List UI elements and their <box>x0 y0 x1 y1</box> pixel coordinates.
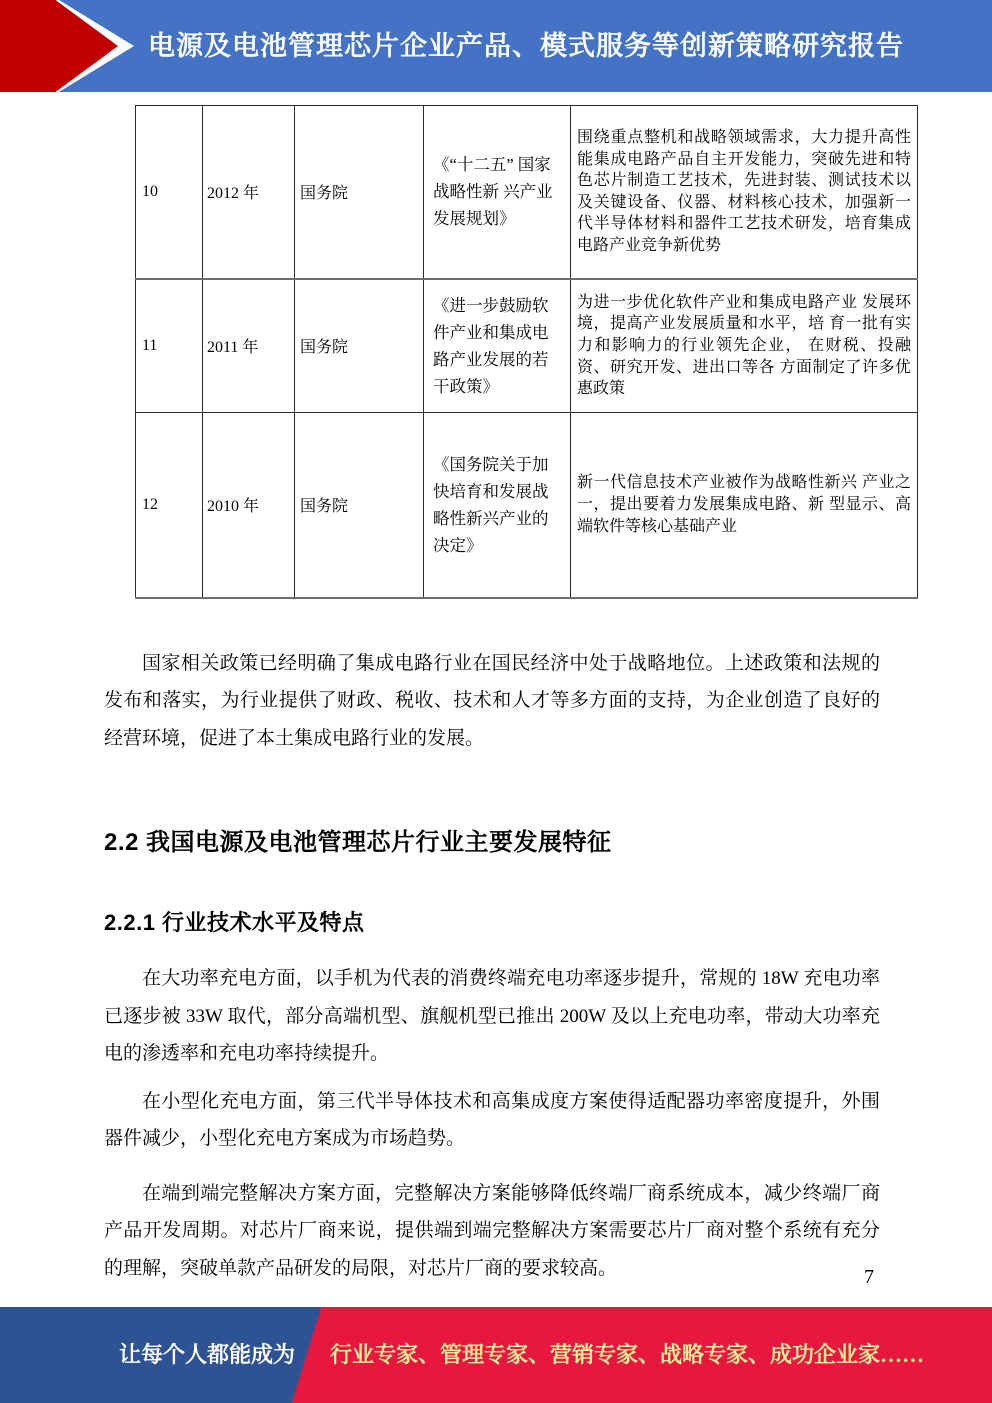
header-banner <box>0 0 992 92</box>
cell-issuer: 国务院 <box>295 106 424 279</box>
policy-table <box>135 105 918 599</box>
section-heading-2-2: 2.2 我国电源及电池管理芯片行业主要发展特征 <box>104 829 612 856</box>
paragraph-high-power-charging: 在大功率充电方面，以手机为代表的消费终端充电功率逐步提升，常规的 18W 充电功率已逐步被 33W 取代，部分高端机型、旗舰机型已推出 200W 及以上充电功率，带动大功率充电的渗透率和充电功率持续提升。 <box>104 968 880 1064</box>
table-row <box>136 106 918 279</box>
footer-slogan-right: 行业专家、管理专家、营销专家、战略专家、成功企业家…… <box>330 1342 925 1367</box>
table-row <box>136 413 918 598</box>
cell-year: 2010 年 <box>203 413 295 598</box>
cell-issuer: 国务院 <box>295 279 424 413</box>
footer-slogan-left: 让每个人都能成为 <box>119 1342 296 1367</box>
cell-year: 2011 年 <box>203 279 295 413</box>
footer-banner <box>0 1307 992 1403</box>
cell-policy-content: 为进一步优化软件产业和集成电路产业 发展环境，提高产业发展质量和水平，培 育一批有实力和影响力的行业领先企业， 在财税、投融资、研究开发、进出口等各 方面制定了许多优惠政策 <box>571 279 918 413</box>
paragraph-policy-summary: 国家相关政策已经明确了集成电路行业在国民经济中处于战略地位。上述政策和法规的发布和落实，为行业提供了财政、税收、技术和人才等多方面的支持，为企业创造了良好的经营环境，促进了本土集成电路行业的发展。 <box>104 652 880 749</box>
paragraph-miniaturized-charging: 在小型化充电方面，第三代半导体技术和高集成度方案使得适配器功率密度提升，外围器件减少，小型化充电方案成为市场趋势。 <box>104 1090 880 1149</box>
paragraph-end-to-end-solution: 在端到端完整解决方案方面，完整解决方案能够降低终端厂商系统成本，减少终端厂商产品开发周期。对芯片厂商来说，提供端到端完整解决方案需要芯片厂商对整个系统有充分的理解，突破单款产品研发的局限，对芯片厂商的要求较高。 <box>104 1182 880 1279</box>
cell-policy-title: 《“十二五” 国家战略性新 兴产业发展规划》 <box>424 106 571 279</box>
page-content <box>104 105 911 1287</box>
cell-policy-content: 围绕重点整机和战略领域需求，大力提升高性能集成电路产品自主开发能力，突破先进和特色芯片制造工艺技术，先进封装、测试技术以及关键设备、仪器、材料核心技术，加强新一代半导体材料和器件工艺技术研发，培育集成电路产业竞争新优势 <box>571 106 918 279</box>
arrow-right-icon <box>0 0 118 92</box>
table-row <box>136 279 918 413</box>
cell-issuer: 国务院 <box>295 413 424 598</box>
section-heading-2-2-1: 2.2.1 行业技术水平及特点 <box>104 910 365 935</box>
cell-row-number: 10 <box>136 106 203 279</box>
page-number: 7 <box>864 1266 874 1288</box>
cell-policy-content: 新一代信息技术产业被作为战略性新兴 产业之一，提出要着力发展集成电路、新 型显示、高端软件等核心基础产业 <box>571 413 918 598</box>
cell-row-number: 11 <box>136 279 203 413</box>
cell-policy-title: 《国务院关于加快培育和发展战略性新兴产业的决定》 <box>424 413 571 598</box>
cell-year: 2012 年 <box>203 106 295 279</box>
report-title: 电源及电池管理芯片企业产品、模式服务等创新策略研究报告 <box>148 31 904 61</box>
cell-row-number: 12 <box>136 413 203 598</box>
cell-policy-title: 《进一步鼓励软件产业和集成电路产业发展的若干政策》 <box>424 279 571 413</box>
